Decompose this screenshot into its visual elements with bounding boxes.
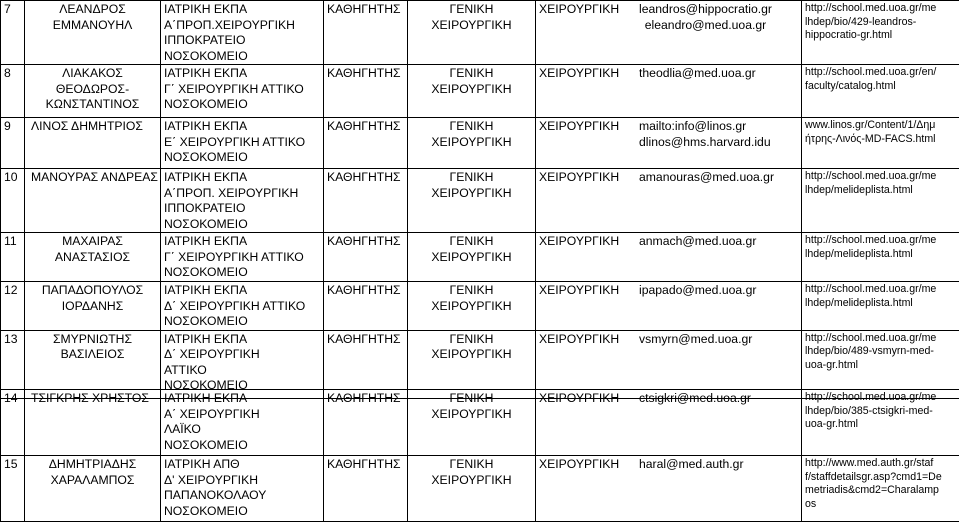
email-address[interactable]: amanouras@med.uoa.gr — [639, 170, 774, 184]
row-number: 7 — [1, 1, 25, 65]
email-list — [639, 2, 772, 33]
faculty-row — [1, 330, 959, 398]
specialty-line: ΧΕΙΡΟΥΡΓΙΚΗ — [431, 134, 512, 149]
profile-url — [802, 390, 959, 456]
faculty-name-line: ΜΑΝΟΥΡΑΣ ΑΝΔΡΕΑΣ — [31, 170, 158, 184]
hospital-affiliation-line: ΙΑΤΡΙΚΗ ΑΠΘ — [164, 457, 240, 471]
hospital-affiliation — [161, 456, 324, 522]
department: ΧΕΙΡΟΥΡΓΙΚΗ — [539, 331, 620, 346]
hospital-affiliation-line: ΝΟΣΟΚΟΜΕΙΟ — [164, 437, 248, 452]
faculty-name-line: ΣΜΥΡΝΙΩΤΗΣ — [52, 331, 133, 346]
row-number: 14 — [1, 390, 25, 456]
faculty-name — [25, 282, 161, 331]
specialty-line: ΓΕΝΙΚΗ — [449, 457, 494, 471]
specialty — [408, 456, 536, 522]
profile-url-line[interactable]: lhdep/bio/385-ctsigkri-med- — [805, 404, 933, 417]
email-list — [639, 234, 756, 250]
department: ΧΕΙΡΟΥΡΓΙΚΗ — [539, 234, 620, 248]
email-address[interactable]: eleandro@med.uoa.gr — [644, 17, 767, 32]
profile-url-line[interactable]: ήτρης-Λινός-MD-FACS.html — [805, 132, 936, 145]
faculty-name — [25, 390, 161, 456]
specialty-line: ΓΕΝΙΚΗ — [449, 66, 494, 80]
hospital-affiliation — [161, 169, 324, 233]
faculty-name — [25, 118, 161, 169]
faculty-row — [1, 118, 959, 169]
hospital-affiliation — [161, 118, 324, 169]
hospital-affiliation — [161, 390, 324, 456]
department-and-email — [536, 169, 802, 233]
specialty-line: ΓΕΝΙΚΗ — [449, 283, 494, 297]
faculty-name-line: ΕΜΜΑΝΟΥΗΛ — [52, 17, 133, 32]
faculty-name-line: ΚΩΝΣΤΑΝΤΙΝΟΣ — [45, 97, 140, 111]
faculty-name-line: ΛΕΑΝΔΡΟΣ — [59, 2, 126, 16]
profile-url-line[interactable]: uoa-gr.html — [805, 358, 858, 371]
faculty-row — [1, 456, 959, 522]
hospital-affiliation-line: ΠΑΠΑΝΟΚΟΛΑΟΥ — [164, 488, 267, 502]
faculty-name — [25, 1, 161, 65]
hospital-affiliation-line: ΙΑΤΡΙΚΗ ΕΚΠΑ — [164, 331, 248, 346]
department: ΧΕΙΡΟΥΡΓΙΚΗ — [539, 170, 620, 184]
profile-url — [802, 282, 959, 331]
faculty-row — [1, 233, 959, 282]
profile-url — [802, 118, 959, 169]
faculty-name-line: ΑΝΑΣΤΑΣΙΟΣ — [54, 249, 131, 264]
faculty-name-line: ΙΟΡΔΑΝΗΣ — [61, 298, 124, 313]
hospital-affiliation-line: ΝΟΣΟΚΟΜΕΙΟ — [164, 97, 248, 111]
specialty-line: ΧΕΙΡΟΥΡΓΙΚΗ — [431, 17, 512, 32]
department-and-email — [536, 330, 802, 398]
profile-url — [802, 330, 959, 398]
profile-url-line[interactable]: http://www.med.auth.gr/staf — [805, 457, 934, 469]
hospital-affiliation-line: ΙΑΤΡΙΚΗ ΕΚΠΑ — [164, 234, 248, 248]
hospital-affiliation-line: ΝΟΣΟΚΟΜΕΙΟ — [164, 378, 248, 392]
profile-url — [802, 456, 959, 522]
academic-rank: ΚΑΘΗΓΗΤΗΣ — [324, 118, 408, 169]
academic-rank: ΚΑΘΗΓΗΤΗΣ — [324, 282, 408, 331]
hospital-affiliation-line: ΝΟΣΟΚΟΜΕΙΟ — [164, 150, 248, 164]
department-and-email — [536, 282, 802, 331]
faculty-name-line: ΠΑΠΑΔΟΠΟΥΛΟΣ — [41, 283, 144, 297]
department: ΧΕΙΡΟΥΡΓΙΚΗ — [539, 457, 620, 471]
profile-url-line[interactable]: http://school.med.uoa.gr/en/ — [805, 66, 937, 78]
hospital-affiliation-line: Γ΄ ΧΕΙΡΟΥΡΓΙΚΗ ΑΤΤΙΚΟ — [164, 249, 304, 264]
hospital-affiliation-line: Δ΄ ΧΕΙΡΟΥΡΓΙΚΗ — [164, 347, 260, 361]
specialty-line: ΧΕΙΡΟΥΡΓΙΚΗ — [431, 406, 512, 421]
hospital-affiliation-line: Ε΄ ΧΕΙΡΟΥΡΓΙΚΗ ΑΤΤΙΚΟ — [164, 134, 306, 149]
hospital-affiliation-line: Α΄ΠΡΟΠ.ΧΕΙΡΟΥΡΓΙΚΗ — [164, 17, 295, 32]
profile-url — [802, 169, 959, 233]
specialty-line: ΓΕΝΙΚΗ — [449, 2, 494, 16]
faculty-row — [1, 169, 959, 233]
faculty-name — [25, 456, 161, 522]
specialty — [408, 282, 536, 331]
email-list — [639, 170, 774, 186]
hospital-affiliation — [161, 330, 324, 398]
row-number: 15 — [1, 456, 25, 522]
hospital-affiliation-line: ΝΟΣΟΚΟΜΕΙΟ — [164, 265, 248, 279]
email-address[interactable]: mailto:info@linos.gr — [639, 119, 747, 133]
profile-url-line[interactable]: http://school.med.uoa.gr/me — [805, 331, 937, 344]
profile-url-line[interactable]: os — [805, 497, 817, 510]
email-address[interactable]: haral@med.auth.gr — [639, 457, 744, 471]
email-address[interactable]: vsmyrn@med.uoa.gr — [639, 331, 753, 346]
hospital-affiliation-line: ΑΤΤΙΚΟ — [164, 362, 207, 377]
faculty-name-line: ΘΕΟΔΩΡΟΣ- — [55, 81, 130, 96]
email-address[interactable]: dlinos@hms.harvard.idu — [639, 134, 771, 149]
hospital-affiliation-line: ΛΑΪΚΟ — [164, 422, 201, 436]
faculty-table-lower-body — [1, 390, 959, 522]
hospital-affiliation-line: ΙΑΤΡΙΚΗ ΕΚΠΑ — [164, 2, 248, 16]
specialty-line: ΧΕΙΡΟΥΡΓΙΚΗ — [431, 472, 512, 487]
profile-url-line[interactable]: lhdep/melideplista.html — [805, 183, 913, 196]
hospital-affiliation-line: ΝΟΣΟΚΟΜΕΙΟ — [164, 216, 248, 231]
profile-url-line[interactable]: faculty/catalog.html — [805, 79, 896, 92]
department: ΧΕΙΡΟΥΡΓΙΚΗ — [539, 2, 620, 16]
specialty — [408, 65, 536, 118]
hospital-affiliation-line: ΝΟΣΟΚΟΜΕΙΟ — [164, 503, 248, 518]
faculty-row — [1, 390, 959, 456]
specialty-line: ΓΕΝΙΚΗ — [449, 331, 494, 346]
academic-rank: ΚΑΘΗΓΗΤΗΣ — [324, 1, 408, 65]
faculty-name-line: ΛΙΑΚΑΚΟΣ — [62, 66, 123, 80]
row-number: 10 — [1, 169, 25, 233]
email-list — [639, 391, 751, 407]
faculty-name — [25, 169, 161, 233]
specialty-line: ΧΕΙΡΟΥΡΓΙΚΗ — [431, 249, 512, 264]
faculty-name-line: ΔΗΜΗΤΡΙΑΔΗΣ — [48, 457, 137, 471]
faculty-name-line: ΛΙΝΟΣ ΔΗΜΗΤΡΙΟΣ — [31, 119, 143, 133]
faculty-name-line: ΜΑΧΑΙΡΑΣ — [62, 234, 123, 248]
academic-rank: ΚΑΘΗΓΗΤΗΣ — [324, 233, 408, 282]
profile-url-line[interactable]: http://school.med.uoa.gr/me — [805, 283, 937, 295]
hospital-affiliation — [161, 282, 324, 331]
specialty — [408, 330, 536, 398]
row-number: 12 — [1, 282, 25, 331]
specialty — [408, 118, 536, 169]
faculty-name — [25, 233, 161, 282]
hospital-affiliation — [161, 1, 324, 65]
hospital-affiliation — [161, 233, 324, 282]
academic-rank: ΚΑΘΗΓΗΤΗΣ — [324, 169, 408, 233]
faculty-name-line: ΒΑΣΙΛΕΙΟΣ — [60, 347, 125, 361]
profile-url-line[interactable]: http://school.med.uoa.gr/me — [805, 234, 937, 246]
email-address[interactable]: ipapado@med.uoa.gr — [639, 283, 757, 297]
specialty-line: ΧΕΙΡΟΥΡΓΙΚΗ — [431, 298, 512, 313]
department-and-email — [536, 1, 802, 65]
hospital-affiliation-line: ΝΟΣΟΚΟΜΕΙΟ — [164, 314, 248, 328]
faculty-table-upper-body — [1, 1, 959, 399]
faculty-name-line: ΧΑΡΑΛΑΜΠΟΣ — [50, 472, 135, 487]
hospital-affiliation-line: ΙΠΠΟΚΡΑΤΕΙΟ — [164, 33, 246, 47]
academic-rank: ΚΑΘΗΓΗΤΗΣ — [324, 456, 408, 522]
hospital-affiliation-line: ΙΠΠΟΚΡΑΤΕΙΟ — [164, 201, 246, 215]
hospital-affiliation — [161, 65, 324, 118]
academic-rank: ΚΑΘΗΓΗΤΗΣ — [324, 330, 408, 398]
profile-url-line[interactable]: lhdep/bio/429-leandros- — [805, 15, 917, 28]
specialty-line: ΓΕΝΙΚΗ — [449, 391, 494, 405]
row-number: 11 — [1, 233, 25, 282]
row-number: 13 — [1, 330, 25, 398]
faculty-name — [25, 65, 161, 118]
faculty-name — [25, 330, 161, 398]
profile-url — [802, 1, 959, 65]
hospital-affiliation-line: ΝΟΣΟΚΟΜΕΙΟ — [164, 48, 248, 63]
profile-url-line[interactable]: f/staffdetailsgr.asp?cmd1=De — [805, 470, 942, 483]
faculty-row — [1, 1, 959, 65]
specialty — [408, 169, 536, 233]
profile-url-line[interactable]: lhdep/melideplista.html — [805, 247, 913, 260]
profile-url — [802, 65, 959, 118]
hospital-affiliation-line: Γ΄ ΧΕΙΡΟΥΡΓΙΚΗ ΑΤΤΙΚΟ — [164, 81, 304, 96]
email-list — [639, 283, 756, 299]
specialty-line: ΓΕΝΙΚΗ — [449, 170, 494, 184]
email-list — [639, 332, 752, 348]
department-and-email — [536, 65, 802, 118]
specialty-line: ΓΕΝΙΚΗ — [449, 119, 494, 133]
row-number: 8 — [1, 65, 25, 118]
academic-rank: ΚΑΘΗΓΗΤΗΣ — [324, 390, 408, 456]
profile-url-line[interactable]: www.linos.gr/Content/1/Δημ — [805, 119, 936, 131]
faculty-row — [1, 65, 959, 118]
department-and-email — [536, 390, 802, 456]
department: ΧΕΙΡΟΥΡΓΙΚΗ — [539, 283, 620, 297]
specialty-line: ΧΕΙΡΟΥΡΓΙΚΗ — [431, 81, 512, 96]
email-list — [639, 119, 771, 150]
hospital-affiliation-line: Α΄ ΧΕΙΡΟΥΡΓΙΚΗ — [164, 406, 260, 421]
faculty-table-lower — [0, 389, 959, 522]
row-number: 9 — [1, 118, 25, 169]
department-and-email — [536, 456, 802, 522]
hospital-affiliation-line: ΙΑΤΡΙΚΗ ΕΚΠΑ — [164, 391, 248, 405]
specialty — [408, 390, 536, 456]
profile-url-line[interactable]: http://school.med.uoa.gr/me — [805, 2, 937, 14]
hospital-affiliation-line: ΙΑΤΡΙΚΗ ΕΚΠΑ — [164, 283, 248, 297]
profile-url-line[interactable]: hippocratio-gr.html — [805, 29, 893, 41]
department: ΧΕΙΡΟΥΡΓΙΚΗ — [539, 119, 620, 133]
profile-url-line[interactable]: uoa-gr.html — [805, 418, 858, 430]
department-and-email — [536, 118, 802, 169]
specialty — [408, 1, 536, 65]
hospital-affiliation-line: ΙΑΤΡΙΚΗ ΕΚΠΑ — [164, 170, 248, 184]
hospital-affiliation-line: Α΄ΠΡΟΠ. ΧΕΙΡΟΥΡΓΙΚΗ — [164, 185, 299, 200]
email-address[interactable]: theodlia@med.uoa.gr — [639, 66, 756, 80]
email-address[interactable]: leandros@hippocratio.gr — [639, 2, 772, 16]
hospital-affiliation-line: Δ΄ ΧΕΙΡΟΥΡΓΙΚΗ ΑΤΤΙΚΟ — [164, 298, 306, 313]
profile-url-line[interactable]: lhdep/bio/489-vsmyrn-med- — [805, 345, 934, 357]
email-list — [639, 66, 756, 82]
department-and-email — [536, 233, 802, 282]
profile-url-line[interactable]: lhdep/melideplista.html — [805, 296, 913, 309]
specialty-line: ΧΕΙΡΟΥΡΓΙΚΗ — [431, 185, 512, 200]
profile-url-line[interactable]: http://school.med.uoa.gr/me — [805, 391, 937, 403]
department: ΧΕΙΡΟΥΡΓΙΚΗ — [539, 391, 620, 405]
email-list — [639, 457, 744, 473]
hospital-affiliation-line: Δ' ΧΕΙΡΟΥΡΓΙΚΗ — [164, 472, 259, 487]
academic-rank: ΚΑΘΗΓΗΤΗΣ — [324, 65, 408, 118]
profile-url — [802, 233, 959, 282]
email-address[interactable]: ctsigkri@med.uoa.gr — [639, 391, 751, 405]
specialty — [408, 233, 536, 282]
specialty-line: ΓΕΝΙΚΗ — [449, 234, 494, 248]
department: ΧΕΙΡΟΥΡΓΙΚΗ — [539, 66, 620, 80]
profile-url-line[interactable]: metriadis&cmd2=Charalamp — [805, 484, 939, 496]
hospital-affiliation-line: ΙΑΤΡΙΚΗ ΕΚΠΑ — [164, 119, 248, 133]
specialty-line: ΧΕΙΡΟΥΡΓΙΚΗ — [431, 347, 512, 361]
profile-url-line[interactable]: http://school.med.uoa.gr/me — [805, 170, 937, 182]
faculty-row — [1, 282, 959, 331]
faculty-name-line: ΤΣΙΓΚΡΗΣ ΧΡΗΣΤΟΣ — [31, 391, 149, 405]
hospital-affiliation-line: ΙΑΤΡΙΚΗ ΕΚΠΑ — [164, 66, 248, 80]
email-address[interactable]: anmach@med.uoa.gr — [639, 234, 757, 248]
